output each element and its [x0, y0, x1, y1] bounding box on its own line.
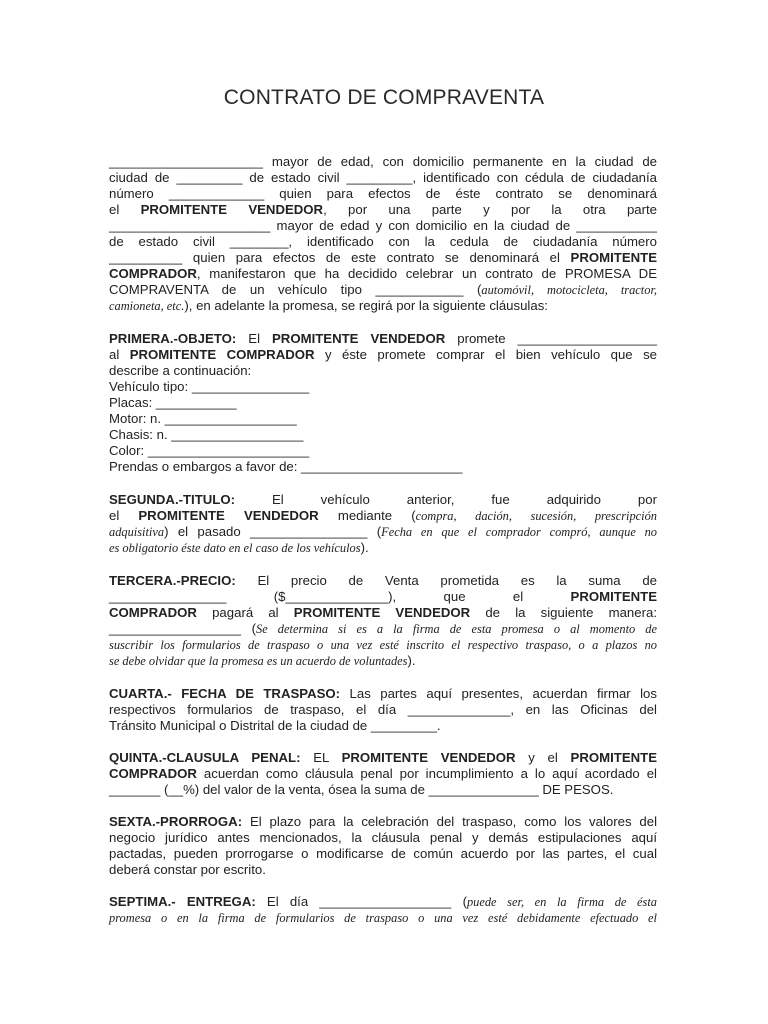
clause-heading: SEGUNDA.-TITULO:	[109, 492, 236, 507]
plates-field: Placas: ___________	[109, 395, 237, 410]
text-run: El vehículo anterior, fue adquirido por	[235, 492, 657, 507]
party-name: COMPRADOR	[109, 766, 197, 781]
text-run: describe a continuación:	[109, 363, 252, 378]
text-run: pagará al	[196, 605, 294, 620]
italic-note: Fecha en que el comprador compró, aunque no	[381, 525, 657, 539]
text-line	[109, 540, 657, 556]
clause-sexta	[109, 814, 657, 878]
clause-heading: CUARTA.- FECHA DE TRASPASO:	[109, 686, 341, 701]
party-name: PROMITENTE COMPRADOR	[129, 347, 315, 362]
text-line	[109, 894, 657, 910]
text-line	[109, 363, 657, 379]
document-body	[109, 154, 657, 926]
text-run: ).	[407, 653, 416, 668]
text-line	[109, 750, 657, 766]
text-line	[109, 170, 657, 186]
text-line	[109, 250, 657, 266]
text-line	[109, 637, 657, 653]
liens-field: Prendas o embargos a favor de: ______________________	[109, 459, 463, 474]
text-line	[109, 782, 657, 798]
text-run: número _____________ quien para efectos de éste contrato se denominará	[109, 186, 657, 201]
party-name: PROMITENTE VENDEDOR	[293, 605, 471, 620]
italic-note: compra, dación, sucesión, prescripción	[415, 509, 657, 523]
text-run: de la siguiente manera:	[470, 605, 657, 620]
party-name: PROMITENTE VENDEDOR	[341, 750, 516, 765]
text-line	[109, 234, 657, 250]
party-name: PROMITENTE	[570, 250, 657, 265]
text-run: El plazo para la celebración del traspaso, como los valores del	[242, 814, 657, 829]
text-run: ciudad de _________ de estado civil _________, identificado con cédula de ciudadanía	[109, 170, 657, 185]
party-name: PROMITENTE VENDEDOR	[138, 508, 319, 523]
clause-segunda	[109, 492, 657, 556]
text-run: EL	[300, 750, 342, 765]
italic-note: suscribir los formularios de traspaso o una vez esté inscrito el respectivo traspaso, o a plazos no	[109, 638, 657, 652]
vehicle-field: Vehículo tipo: ________________	[109, 379, 310, 394]
italic-note: adquisitiva	[109, 525, 165, 539]
text-line	[109, 573, 657, 589]
clause-quinta	[109, 750, 657, 798]
italic-note: automóvil, motocicleta, tractor,	[481, 283, 657, 297]
text-run: , manifestaron que ha decidido celebrar un contrato de PROMESA DE	[196, 266, 657, 281]
text-line	[109, 492, 657, 508]
text-line	[109, 202, 657, 218]
chassis-field: Chasis: n. __________________	[109, 427, 304, 442]
text-run: El día __________________ (	[255, 894, 467, 909]
text-run: el	[109, 508, 139, 523]
text-line	[109, 218, 657, 234]
text-line	[109, 589, 657, 605]
text-line	[109, 766, 657, 782]
text-run: El precio de Venta prometida es la suma de	[235, 573, 657, 588]
text-line	[109, 282, 657, 298]
text-run: y el	[515, 750, 571, 765]
italic-note: Se determina si es a la firma de esta promesa o al momento de	[256, 622, 657, 636]
text-run: el	[109, 202, 141, 217]
text-line	[109, 653, 657, 669]
text-line	[109, 830, 657, 846]
text-line	[109, 605, 657, 621]
text-run: pactadas, pueden prorrogarse o modificarse de común acuerdo por las partes, el cual	[109, 846, 657, 861]
party-name: PROMITENTE	[570, 589, 657, 604]
party-name: COMPRADOR	[109, 266, 197, 281]
document-title: CONTRATO DE COMPRAVENTA	[223, 86, 545, 109]
italic-note: puede ser, en la firma de ésta	[466, 895, 658, 909]
text-run: negocio jurídico antes mencionados, la cláusula penal y demás estipulaciones aquí	[109, 830, 657, 845]
color-field: Color: ______________________	[109, 443, 310, 458]
italic-note: camioneta, etc.	[109, 299, 185, 313]
clause-heading: SEPTIMA.- ENTREGA:	[109, 894, 256, 909]
clause-primera	[109, 331, 657, 475]
italic-note: promesa o en la firma de formularios de traspaso o una vez esté debidamente efectuado el	[109, 911, 657, 925]
clause-heading: QUINTA.-CLAUSULA PENAL:	[109, 750, 301, 765]
text-line	[109, 621, 657, 637]
text-run: deberá constar por escrito.	[109, 862, 266, 877]
text-run: Tránsito Municipal o Distrital de la ciudad de _________.	[109, 718, 441, 733]
text-line	[109, 508, 657, 524]
italic-note: se debe olvidar que la promesa es un acuerdo de voluntades	[109, 654, 408, 668]
text-run: Las partes aquí presentes, acuerdan firmar los	[340, 686, 657, 701]
text-line	[109, 862, 657, 878]
text-run: ________________ ($______________), que el	[109, 589, 571, 604]
text-line	[109, 186, 657, 202]
text-line	[109, 298, 657, 314]
party-name: COMPRADOR	[109, 605, 197, 620]
text-run: promete ___________________	[445, 331, 657, 346]
text-line	[109, 524, 657, 540]
text-run: El	[236, 331, 273, 346]
text-run: ).	[360, 540, 369, 555]
text-run: __________________ (	[109, 621, 257, 636]
text-run: ), en adelante la promesa, se regirá por la siguiente cláusulas:	[184, 298, 548, 313]
text-run: __________ quien para efectos de este contrato se denominará el	[109, 250, 571, 265]
text-run: ) el pasado ________________ (	[164, 524, 382, 539]
clause-cuarta	[109, 686, 657, 734]
text-run: ______________________ mayor de edad y con domicilio en la ciudad de ___________	[109, 218, 657, 233]
text-run: , por una parte y por la otra parte	[323, 202, 657, 217]
italic-note: es obligatorio éste dato en el caso de los vehículos	[109, 541, 361, 555]
clause-heading: SEXTA.-PRORROGA:	[109, 814, 243, 829]
text-run: _______ (__%) del valor de la venta, ósea la suma de _______________ DE PESOS.	[109, 782, 614, 797]
party-name: PROMITENTE	[570, 750, 657, 765]
preamble-paragraph	[109, 154, 657, 314]
text-run: respectivos formularios de traspaso, el día ______________, en las Oficinas del	[109, 702, 657, 717]
text-run: al	[109, 347, 130, 362]
text-line	[109, 154, 657, 170]
text-run: COMPRAVENTA de un vehículo tipo ____________ (	[109, 282, 482, 297]
clause-tercera	[109, 573, 657, 669]
text-run: mediante (	[318, 508, 416, 523]
text-line	[109, 846, 657, 862]
text-line	[109, 686, 657, 702]
clause-heading: TERCERA.-PRECIO:	[109, 573, 236, 588]
text-line	[109, 910, 657, 926]
text-line	[109, 347, 657, 363]
motor-field: Motor: n. __________________	[109, 411, 297, 426]
text-line	[109, 718, 657, 734]
text-run: acuerdan como cláusula penal por incumplimiento a lo aquí acordado el	[196, 766, 657, 781]
text-run: _____________________ mayor de edad, con domicilio permanente en la ciudad de	[109, 154, 657, 169]
text-run: y éste promete comprar el bien vehículo que se	[314, 347, 658, 362]
text-line	[109, 702, 657, 718]
text-line	[109, 331, 657, 347]
text-line	[109, 814, 657, 830]
party-name: PROMITENTE VENDEDOR	[140, 202, 324, 217]
text-line	[109, 266, 657, 282]
clause-septima	[109, 894, 657, 926]
clause-heading: PRIMERA.-OBJETO:	[109, 331, 237, 346]
text-run: de estado civil ________, identificado con la cedula de ciudadanía número	[109, 234, 657, 249]
party-name: PROMITENTE VENDEDOR	[272, 331, 446, 346]
